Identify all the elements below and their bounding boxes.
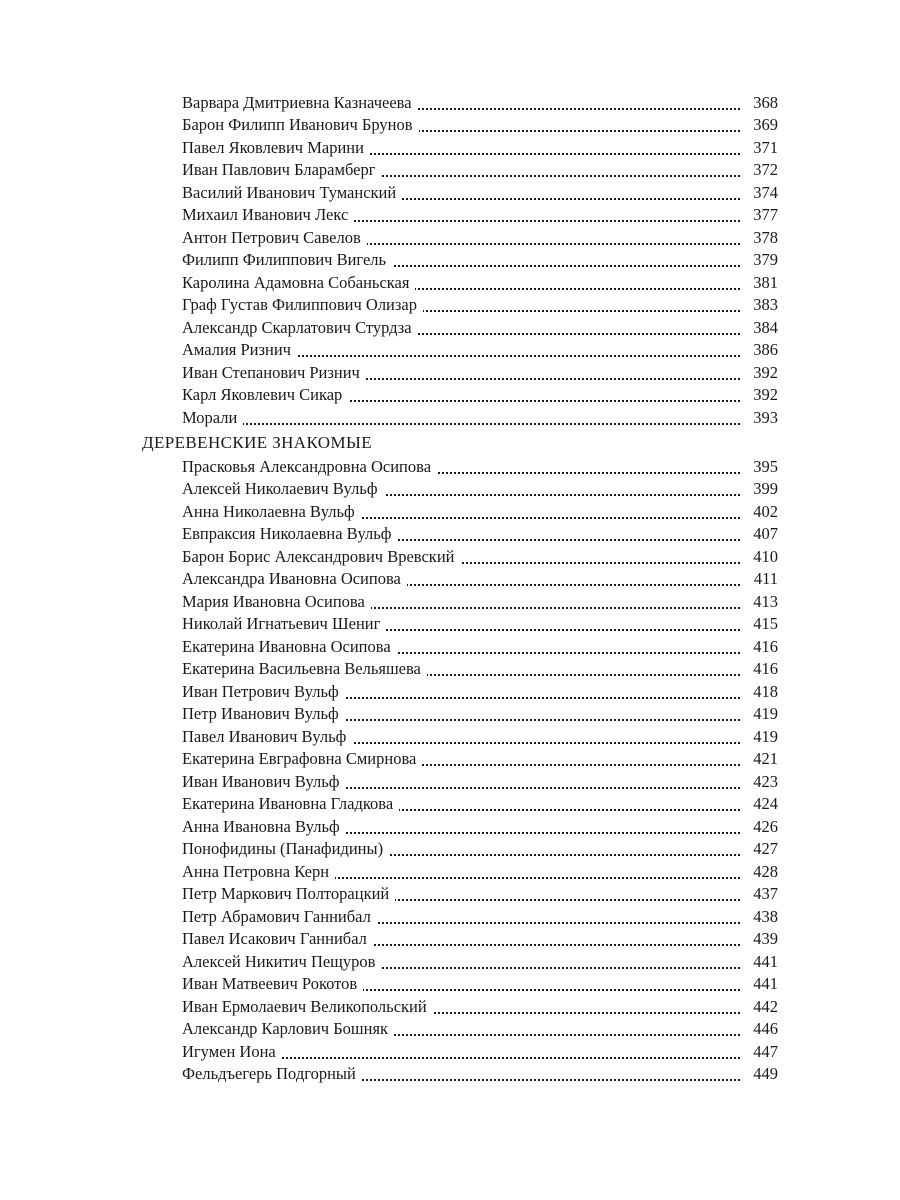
toc-entry [0, 907, 900, 930]
toc-entry-page-number: 426 [747, 817, 778, 837]
toc-entry [0, 363, 900, 386]
toc-entry [0, 817, 900, 840]
toc-entry-title: Александр Скарлатович Стурдза [182, 318, 418, 338]
toc-entry [0, 840, 900, 863]
toc-entry-page-number: 413 [747, 592, 778, 612]
toc-entry-page-number: 399 [747, 479, 778, 499]
toc-entry-title: Карл Яковлевич Сикар [182, 385, 348, 405]
toc-entry-page-number: 383 [747, 295, 778, 315]
toc-entry [0, 997, 900, 1020]
toc-entry-title: Александра Ивановна Осипова [182, 569, 407, 589]
toc-entry [0, 705, 900, 728]
toc-entry [0, 885, 900, 908]
toc-entry-page-number: 392 [747, 385, 778, 405]
toc-entry-title: Михаил Иванович Лекс [182, 205, 354, 225]
toc-entry [0, 251, 900, 274]
toc-entry-title: Амалия Ризнич [182, 340, 297, 360]
toc-entry-title: Иван Степанович Ризнич [182, 363, 366, 383]
toc-entry-title: Анна Ивановна Вульф [182, 817, 346, 837]
toc-list-before-section [0, 93, 900, 431]
toc-entry [0, 408, 900, 431]
toc-entry-title: Павел Иванович Вульф [182, 727, 352, 747]
toc-entry-page-number: 428 [747, 862, 778, 882]
toc-entry [0, 727, 900, 750]
toc-entry [0, 228, 900, 251]
toc-entry-title: Прасковья Александровна Осипова [182, 457, 437, 477]
toc-entry [0, 502, 900, 525]
toc-entry [0, 1042, 900, 1065]
toc-entry [0, 772, 900, 795]
toc-entry-title: Иван Матвеевич Рокотов [182, 974, 363, 994]
toc-entry-page-number: 402 [747, 502, 778, 522]
toc-entry-title: Мария Ивановна Осипова [182, 592, 371, 612]
toc-entry-page-number: 393 [747, 408, 778, 428]
toc-entry-title: Иван Иванович Вульф [182, 772, 345, 792]
toc-entry-page-number: 418 [747, 682, 778, 702]
toc-entry-title: Екатерина Васильевна Вельяшева [182, 659, 427, 679]
toc-entry-page-number: 392 [747, 363, 778, 383]
toc-entry [0, 183, 900, 206]
toc-entry [0, 318, 900, 341]
section-heading: ДЕРЕВЕНСКИЕ ЗНАКОМЫЕ [142, 433, 372, 452]
toc-entry-title: Фельдъегерь Подгорный [182, 1064, 362, 1084]
toc-entry [0, 296, 900, 319]
toc-entry-title: Иван Ермолаевич Великопольский [182, 997, 433, 1017]
toc-entry-title: Анна Петровна Керн [182, 862, 335, 882]
toc-entry-page-number: 439 [747, 929, 778, 949]
toc-entry-title: Николай Игнатьевич Шениг [182, 614, 386, 634]
toc-entry-title: Антон Петрович Савелов [182, 228, 367, 248]
toc-entry-title: Игумен Иона [182, 1042, 282, 1062]
toc-entry [0, 975, 900, 998]
toc-entry-title: Павел Яковлевич Марини [182, 138, 370, 158]
toc-entry-page-number: 441 [747, 974, 778, 994]
toc-entry-title: Петр Иванович Вульф [182, 704, 345, 724]
toc-entry-title: Петр Абрамович Ганнибал [182, 907, 377, 927]
toc-entry-title: Екатерина Евграфовна Смирнова [182, 749, 422, 769]
toc-entry-page-number: 369 [747, 115, 778, 135]
toc-entry [0, 273, 900, 296]
toc-entry-title: Петр Маркович Полторацкий [182, 884, 395, 904]
toc-entry-title: Филипп Филиппович Вигель [182, 250, 392, 270]
toc-entry-page-number: 427 [747, 839, 778, 859]
toc-entry-title: Анна Николаевна Вульф [182, 502, 361, 522]
dot-leader [182, 423, 740, 425]
toc-entry [0, 750, 900, 773]
toc-entry-title: Екатерина Ивановна Гладкова [182, 794, 399, 814]
toc-entry-page-number: 421 [747, 749, 778, 769]
toc-entry [0, 547, 900, 570]
toc-entry-page-number: 368 [747, 93, 778, 113]
toc-entry [0, 592, 900, 615]
toc-entry-title: Граф Густав Филиппович Олизар [182, 295, 423, 315]
toc-entry-title: Понофидины (Панафидины) [182, 839, 389, 859]
toc-entry-page-number: 371 [747, 138, 778, 158]
toc-entry [0, 138, 900, 161]
toc-entry [0, 480, 900, 503]
toc-entry-page-number: 372 [747, 160, 778, 180]
toc-entry [0, 615, 900, 638]
toc-entry-title: Павел Исакович Ганнибал [182, 929, 373, 949]
toc-entry-page-number: 419 [747, 727, 778, 747]
toc-entry-page-number: 415 [747, 614, 778, 634]
toc-entry-page-number: 437 [747, 884, 778, 904]
toc-entry [0, 93, 900, 116]
toc-entry [0, 161, 900, 184]
toc-entry-page-number: 438 [747, 907, 778, 927]
toc-entry-title: Василий Иванович Туманский [182, 183, 402, 203]
toc-entry-title: Александр Карлович Бошняк [182, 1019, 394, 1039]
toc-entry-page-number: 374 [747, 183, 778, 203]
toc-entry-title: Барон Филипп Иванович Брунов [182, 115, 419, 135]
toc-entry [0, 1065, 900, 1088]
toc-entry-page-number: 378 [747, 228, 778, 248]
toc-entry [0, 386, 900, 409]
toc-entry [0, 341, 900, 364]
toc-entry-page-number: 447 [747, 1042, 778, 1062]
toc-entry [0, 116, 900, 139]
toc-entry-title: Варвара Дмитриевна Казначеева [182, 93, 418, 113]
toc-entry-page-number: 442 [747, 997, 778, 1017]
toc-entry-page-number: 416 [747, 637, 778, 657]
toc-entry-page-number: 411 [748, 569, 778, 589]
toc-entry-title: Евпраксия Николаевна Вульф [182, 524, 397, 544]
toc-entry [0, 457, 900, 480]
toc-entry [0, 525, 900, 548]
toc-entry [0, 1020, 900, 1043]
toc-entry-page-number: 379 [747, 250, 778, 270]
toc-entry-title: Екатерина Ивановна Осипова [182, 637, 397, 657]
toc-entry [0, 637, 900, 660]
toc-entry [0, 930, 900, 953]
toc-entry [0, 206, 900, 229]
toc-entry [0, 682, 900, 705]
toc-entry-title: Иван Павлович Бларамберг [182, 160, 381, 180]
toc-entry-page-number: 423 [747, 772, 778, 792]
toc-entry-title: Морали [182, 408, 243, 428]
toc-entry-title: Барон Борис Александрович Вревский [182, 547, 460, 567]
toc-list-section [0, 457, 900, 1087]
toc-entry-page-number: 449 [747, 1064, 778, 1084]
toc-entry [0, 570, 900, 593]
toc-entry-page-number: 446 [747, 1019, 778, 1039]
toc-entry-page-number: 407 [747, 524, 778, 544]
toc-entry-page-number: 381 [747, 273, 778, 293]
toc-entry-page-number: 441 [747, 952, 778, 972]
toc-entry-page-number: 416 [747, 659, 778, 679]
toc-entry [0, 952, 900, 975]
toc-entry [0, 795, 900, 818]
toc-entry-page-number: 419 [747, 704, 778, 724]
toc-entry-page-number: 395 [747, 457, 778, 477]
toc-entry-page-number: 410 [747, 547, 778, 567]
toc-entry-page-number: 384 [747, 318, 778, 338]
toc-entry [0, 862, 900, 885]
toc-entry-page-number: 386 [747, 340, 778, 360]
toc-entry-title: Каролина Адамовна Собаньская [182, 273, 415, 293]
toc-entry-page-number: 377 [747, 205, 778, 225]
toc-entry-title: Алексей Николаевич Вульф [182, 479, 384, 499]
toc-entry [0, 660, 900, 683]
toc-entry-title: Иван Петрович Вульф [182, 682, 345, 702]
toc-entry-page-number: 424 [747, 794, 778, 814]
toc-entry-title: Алексей Никитич Пещуров [182, 952, 381, 972]
